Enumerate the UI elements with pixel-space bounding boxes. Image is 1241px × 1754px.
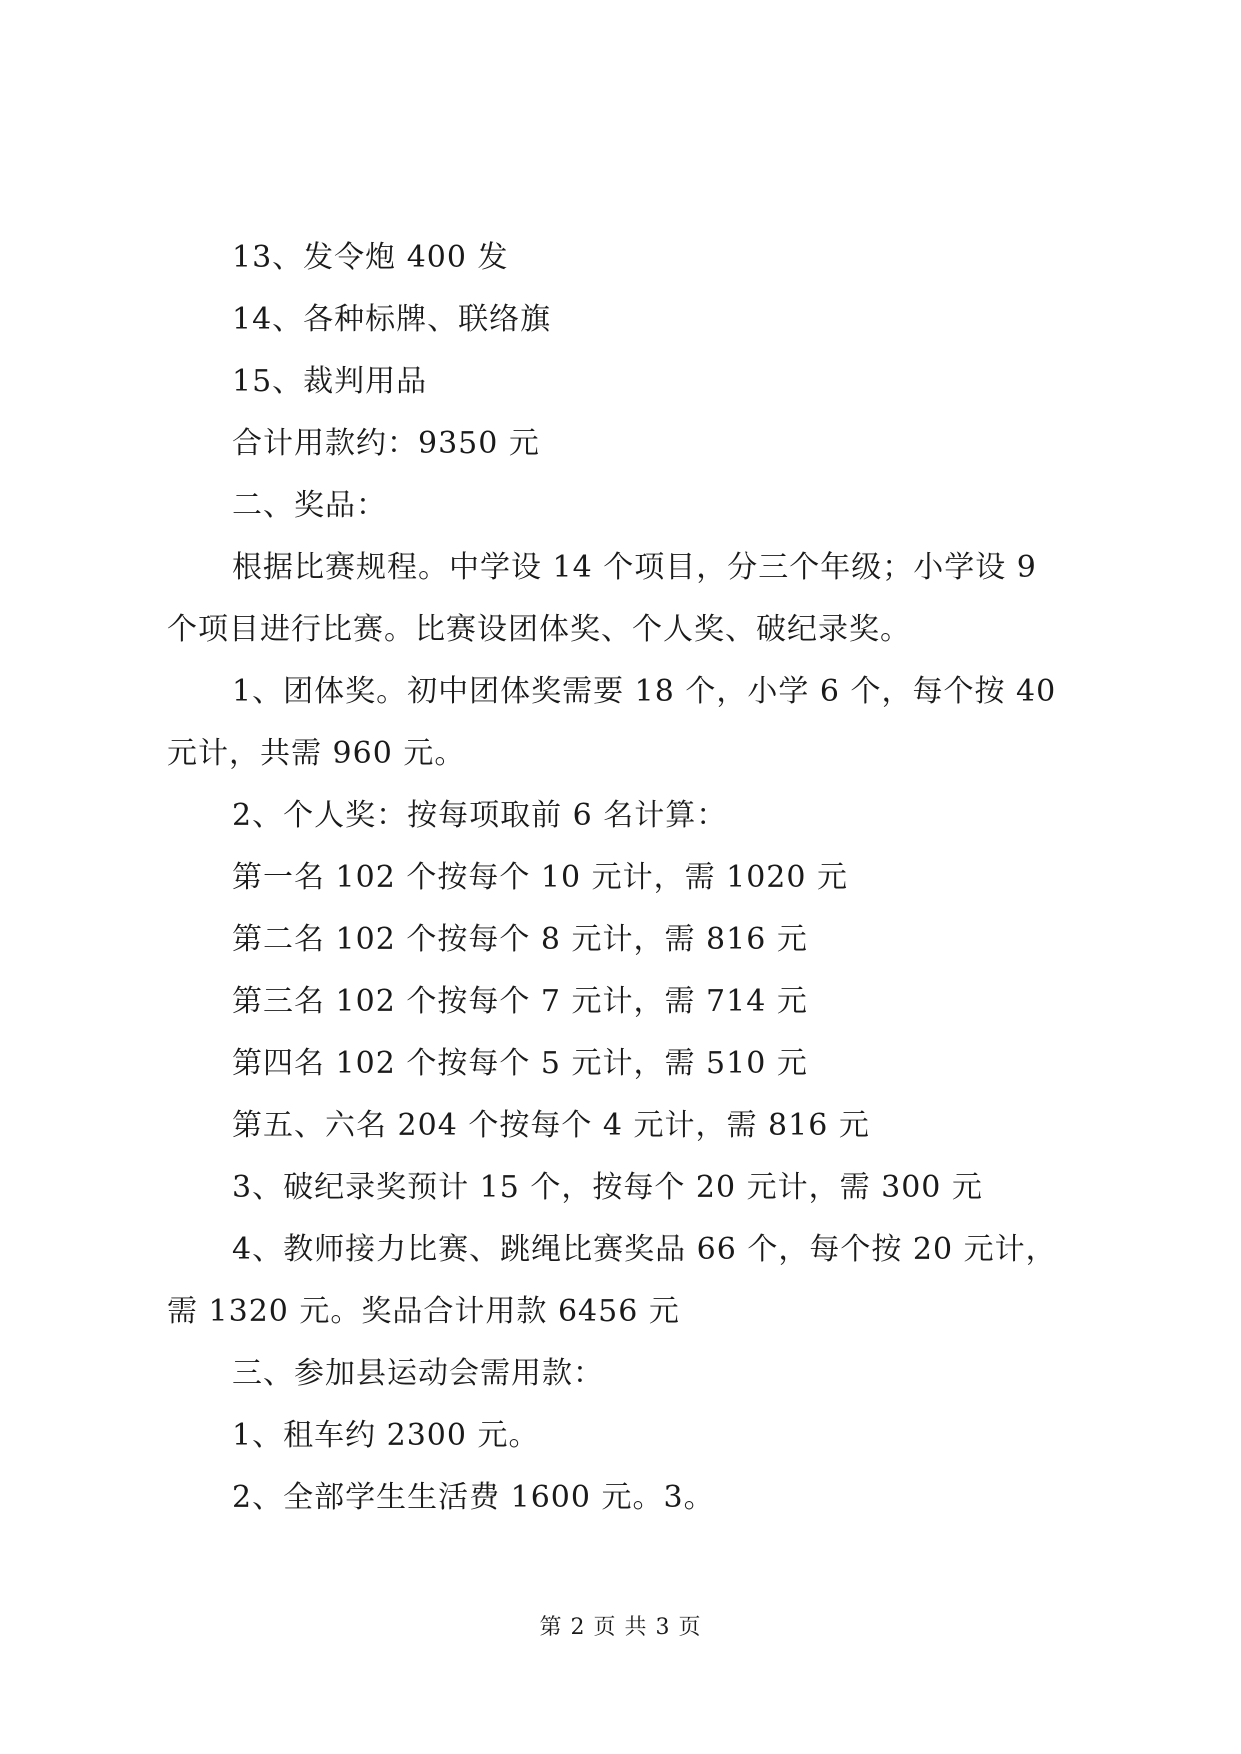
text-line: 4、教师接力比赛、跳绳比赛奖品 66 个，每个按 20 元计，: [232, 1232, 1057, 1267]
text-line: 第一名 102 个按每个 10 元计，需 1020 元: [232, 860, 848, 895]
text-line: 元计，共需 960 元。: [167, 736, 466, 771]
text-line: 合计用款约：9350 元: [232, 426, 540, 461]
text-line: 2、个人奖：按每项取前 6 名计算：: [232, 798, 728, 833]
text-line: 1、团体奖。初中团体奖需要 18 个，小学 6 个，每个按 40: [232, 674, 1057, 709]
text-line: 3、破纪录奖预计 15 个，按每个 20 元计，需 300 元: [232, 1170, 983, 1205]
text-line: 根据比赛规程。中学设 14 个项目，分三个年级；小学设 9: [232, 550, 1037, 585]
section-heading: 三、参加县运动会需用款：: [232, 1356, 604, 1391]
text-line: 第五、六名 204 个按每个 4 元计，需 816 元: [232, 1108, 870, 1143]
text-line: 需 1320 元。奖品合计用款 6456 元: [167, 1294, 680, 1329]
text-line: 第二名 102 个按每个 8 元计，需 816 元: [232, 922, 808, 957]
text-line: 第三名 102 个按每个 7 元计，需 714 元: [232, 984, 808, 1019]
text-line: 15、裁判用品: [232, 364, 428, 399]
section-heading: 二、奖品：: [232, 488, 387, 523]
page-footer: 第 2 页 共 3 页: [539, 1615, 702, 1640]
text-line: 2、全部学生生活费 1600 元。3。: [232, 1480, 715, 1515]
text-line: 13、发令炮 400 发: [232, 240, 509, 275]
text-line: 第四名 102 个按每个 5 元计，需 510 元: [232, 1046, 808, 1081]
text-line: 1、租车约 2300 元。: [232, 1418, 540, 1453]
text-line: 个项目进行比赛。比赛设团体奖、个人奖、破纪录奖。: [167, 612, 911, 647]
text-line: 14、各种标牌、联络旗: [232, 302, 552, 337]
